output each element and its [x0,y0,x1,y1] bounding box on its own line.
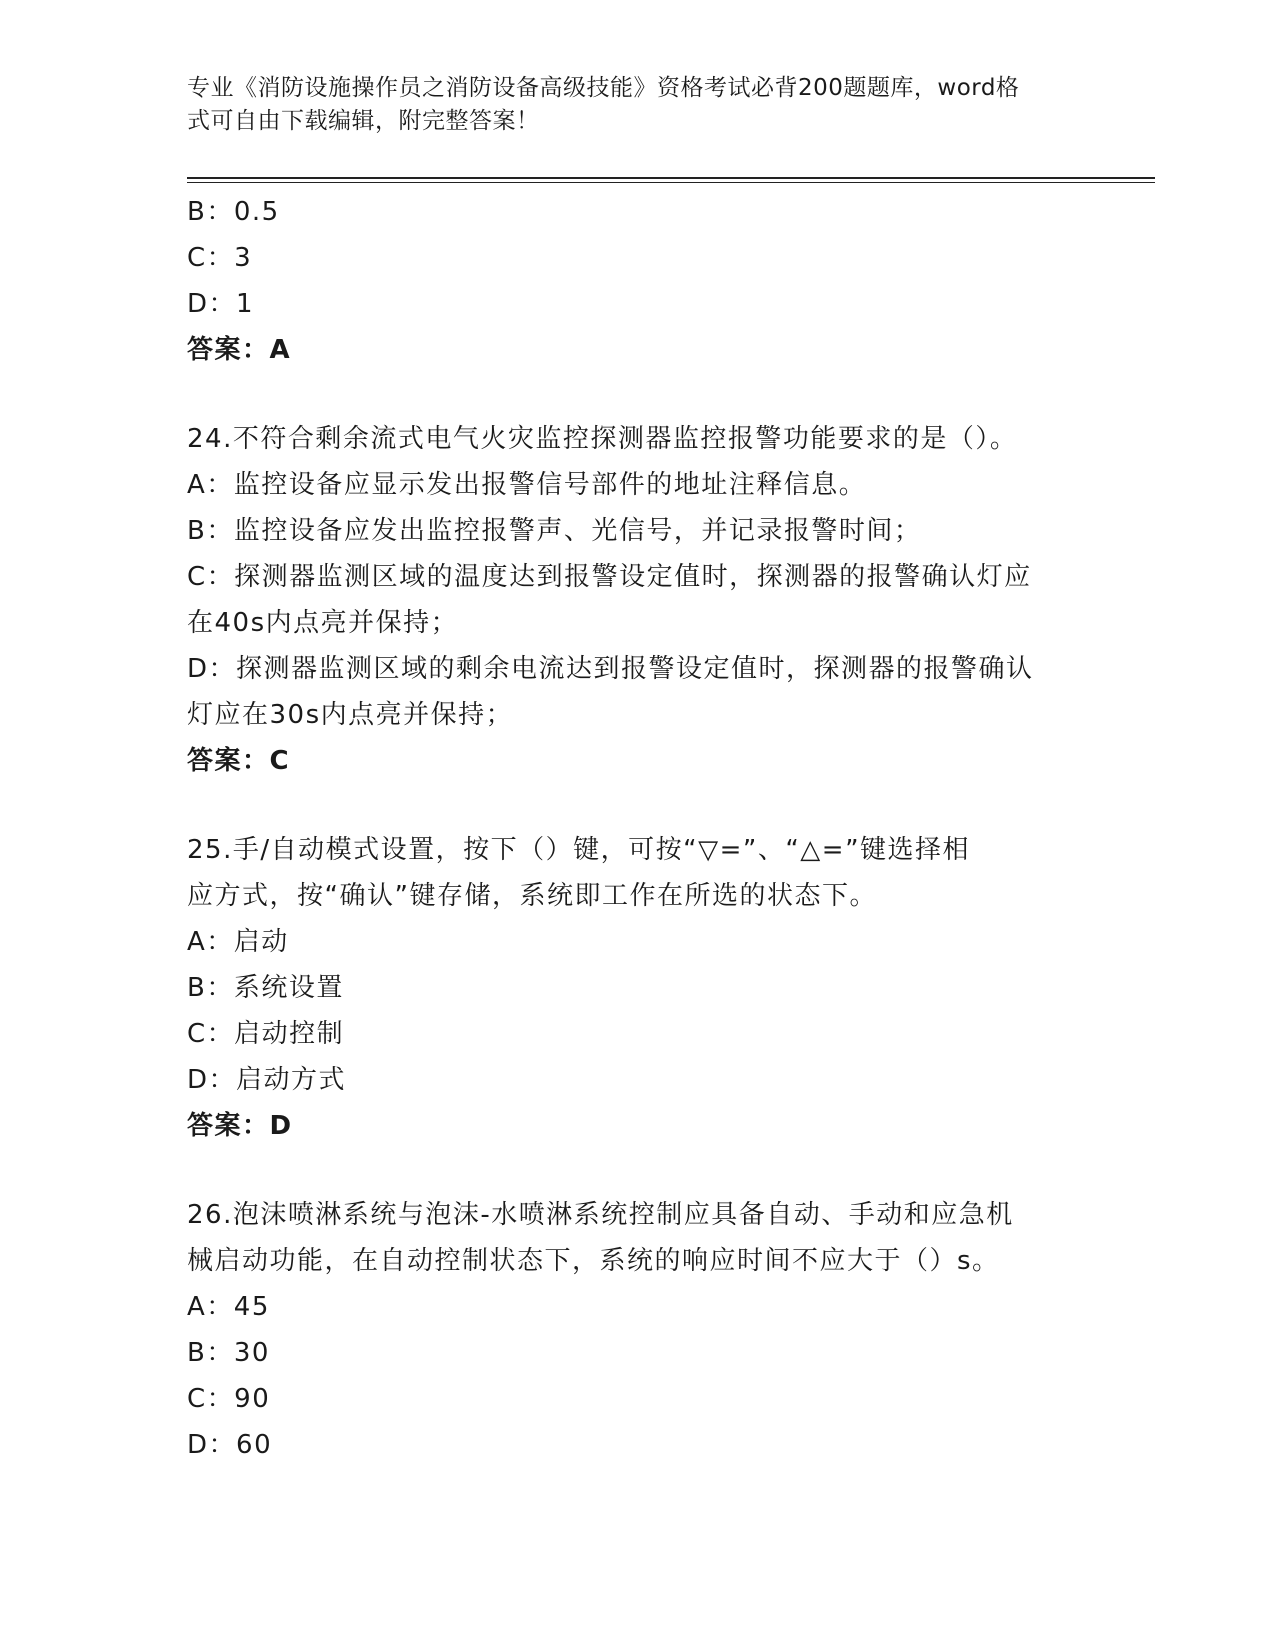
header-title-line-1: 专业《消防设施操作员之消防设备高级技能》资格考试必背200题题库，word格 [187,75,1020,101]
question-23-tail [187,189,1087,373]
option-a: A：45 [187,1292,270,1322]
question-25 [187,827,1087,1149]
option-b: B：30 [187,1338,270,1368]
question-26 [187,1192,1087,1468]
option-d-continued: 灯应在30s内点亮并保持； [187,700,514,730]
question-list [187,189,1087,1468]
option-b: B：系统设置 [187,973,344,1003]
header-divider-thin [187,182,1155,183]
option-c: C：3 [187,243,253,273]
document-header [187,72,1067,138]
option-d: D：启动方式 [187,1065,347,1095]
option-c: C：90 [187,1384,271,1414]
option-c: C：启动控制 [187,1019,345,1049]
question-stem-continued: 应方式，按“确认”键存储，系统即工作在所选的状态下。 [187,881,877,911]
option-b: B：监控设备应发出监控报警声、光信号，并记录报警时间； [187,516,922,546]
answer: 答案：C [187,746,291,776]
option-b: B：0.5 [187,197,280,227]
option-a: A：启动 [187,927,289,957]
answer: 答案：A [187,335,292,365]
answer: 答案：D [187,1111,293,1141]
header-title-line-2: 式可自由下载编辑，附完整答案！ [187,108,540,134]
option-c: C：探测器监测区域的温度达到报警设定值时，探测器的报警确认灯应 [187,562,1032,592]
option-d: D：60 [187,1430,273,1460]
option-d: D：1 [187,289,255,319]
option-a: A：监控设备应显示发出报警信号部件的地址注释信息。 [187,470,867,500]
option-c-continued: 在40s内点亮并保持； [187,608,459,638]
header-divider [187,177,1155,179]
question-stem-continued: 械启动功能，在自动控制状态下，系统的响应时间不应大于（）s。 [187,1246,1000,1276]
question-24 [187,416,1087,784]
question-stem: 26.泡沫喷淋系统与泡沫-水喷淋系统控制应具备自动、手动和应急机 [187,1200,1014,1230]
option-d: D：探测器监测区域的剩余电流达到报警设定值时，探测器的报警确认 [187,654,1034,684]
question-stem: 25.手/自动模式设置，按下（）键，可按“▽=”、“△=”键选择相 [187,835,971,865]
question-stem: 24.不符合剩余流式电气火灾监控探测器监控报警功能要求的是（）。 [187,424,1018,454]
